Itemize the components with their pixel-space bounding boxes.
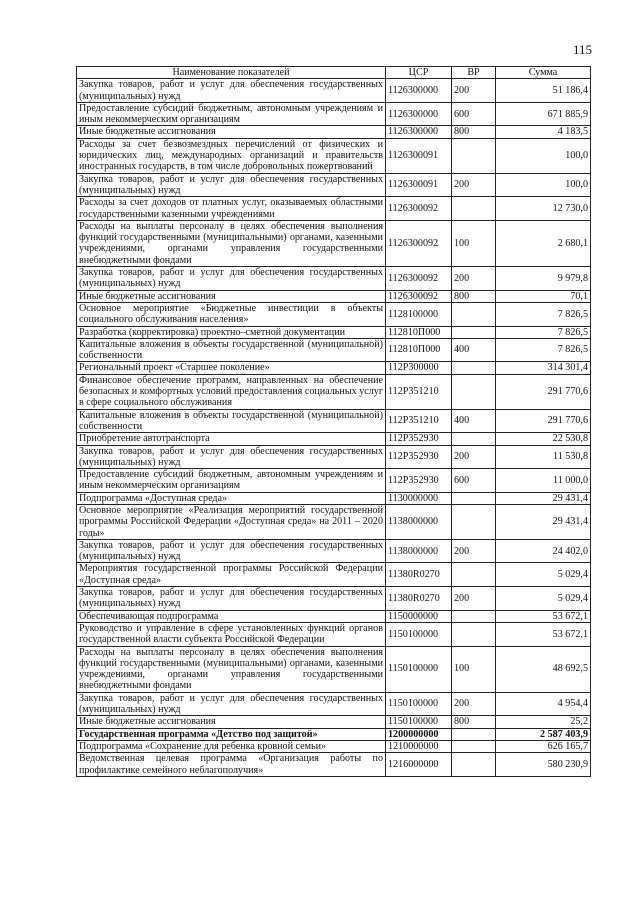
row-vr: 800 <box>452 716 496 728</box>
row-vr <box>452 302 496 326</box>
row-csr: 1150000000 <box>386 610 452 622</box>
row-sum: 70,1 <box>496 290 591 302</box>
table-row <box>77 102 591 126</box>
row-sum: 53 672,1 <box>496 622 591 646</box>
row-csr: 112P351210 <box>386 374 452 409</box>
row-vr: 100 <box>452 646 496 692</box>
row-sum: 22 530,8 <box>496 433 591 445</box>
table-row <box>77 197 591 221</box>
row-csr: 11380R0270 <box>386 587 452 611</box>
row-sum: 12 730,0 <box>496 197 591 221</box>
row-name: Иные бюджетные ассигнования <box>77 716 386 728</box>
row-vr: 100 <box>452 220 496 266</box>
row-vr: 600 <box>452 102 496 126</box>
row-vr: 200 <box>452 587 496 611</box>
row-vr: 200 <box>452 79 496 103</box>
header-name: Наименование показателей <box>77 67 386 79</box>
row-sum: 100,0 <box>496 138 591 173</box>
row-vr <box>452 492 496 504</box>
row-name: Закупка товаров, работ и услуг для обеспечения государственных (муниципальных) нужд <box>77 445 386 469</box>
row-name: Расходы за счет безвозмездных перечислений от физических и юридических лиц, международных организаций и правительств иностранных государств, в том числе добровольных пожертвований <box>77 138 386 173</box>
row-csr: 112P352930 <box>386 433 452 445</box>
row-vr: 200 <box>452 267 496 291</box>
row-name: Разработка (корректировка) проектно–сметной документации <box>77 326 386 338</box>
row-vr: 400 <box>452 338 496 362</box>
row-name: Основное мероприятие «Реализация мероприятий государственной программы Российской Федерации «Доступная среда» на 2011 – 2020 годы» <box>77 504 386 539</box>
row-sum: 5 029,4 <box>496 587 591 611</box>
row-sum: 48 692,5 <box>496 646 591 692</box>
row-csr: 1126300092 <box>386 197 452 221</box>
row-sum: 11 000,0 <box>496 469 591 493</box>
row-sum: 7 826,5 <box>496 338 591 362</box>
row-name: Закупка товаров, работ и услуг для обеспечения государственных (муниципальных) нужд <box>77 692 386 716</box>
row-sum: 4 954,4 <box>496 692 591 716</box>
header-vr: ВР <box>452 67 496 79</box>
row-csr: 1126300091 <box>386 173 452 197</box>
row-vr <box>452 563 496 587</box>
row-vr <box>452 740 496 752</box>
row-vr: 600 <box>452 469 496 493</box>
row-vr <box>452 753 496 777</box>
row-name: Капитальные вложения в объекты государственной (муниципальной) собственности <box>77 409 386 433</box>
table-row <box>77 587 591 611</box>
row-csr: 1126300092 <box>386 267 452 291</box>
table-row <box>77 326 591 338</box>
row-csr: 1150100000 <box>386 646 452 692</box>
table-row <box>77 469 591 493</box>
row-sum: 4 183,5 <box>496 126 591 138</box>
header-sum: Сумма <box>496 67 591 79</box>
row-name: Закупка товаров, работ и услуг для обеспечения государственных (муниципальных) нужд <box>77 539 386 563</box>
row-csr: 112P352930 <box>386 469 452 493</box>
table-header-row <box>77 67 591 79</box>
row-name: Мероприятия государственной программы Российской Федерации «Доступная среда» <box>77 563 386 587</box>
row-name: Расходы на выплаты персоналу в целях обеспечения выполнения функций государственными (муниципальными) органами, казенными учреждениями, органами управления государственными внебюджетными фондами <box>77 646 386 692</box>
row-sum: 51 186,4 <box>496 79 591 103</box>
row-vr <box>452 362 496 374</box>
row-vr <box>452 728 496 740</box>
row-csr: 112P352930 <box>386 445 452 469</box>
row-sum: 5 029,4 <box>496 563 591 587</box>
row-csr: 11380R0270 <box>386 563 452 587</box>
row-sum: 291 770,6 <box>496 374 591 409</box>
row-sum: 671 885,9 <box>496 102 591 126</box>
row-sum: 25,2 <box>496 716 591 728</box>
row-csr: 1210000000 <box>386 740 452 752</box>
table-row <box>77 504 591 539</box>
table-row <box>77 740 591 752</box>
table-row <box>77 138 591 173</box>
row-vr <box>452 622 496 646</box>
row-name: Иные бюджетные ассигнования <box>77 290 386 302</box>
row-csr: 112P300000 <box>386 362 452 374</box>
row-csr: 1126300091 <box>386 138 452 173</box>
header-csr: ЦСР <box>386 67 452 79</box>
row-csr: 1130000000 <box>386 492 452 504</box>
table-row <box>77 79 591 103</box>
row-csr: 1216000000 <box>386 753 452 777</box>
table-row <box>77 302 591 326</box>
row-csr: 1126300000 <box>386 102 452 126</box>
table-row <box>77 433 591 445</box>
row-sum: 580 230,9 <box>496 753 591 777</box>
row-name: Предоставление субсидий бюджетным, автономным учреждениям и иным некоммерческим организациям <box>77 102 386 126</box>
row-vr: 200 <box>452 173 496 197</box>
table-row <box>77 338 591 362</box>
row-vr <box>452 610 496 622</box>
table-row <box>77 622 591 646</box>
row-csr: 1126300000 <box>386 79 452 103</box>
row-csr: 112P351210 <box>386 409 452 433</box>
table-row <box>77 290 591 302</box>
row-vr <box>452 374 496 409</box>
table-row <box>77 692 591 716</box>
table-row <box>77 374 591 409</box>
row-sum: 11 530,8 <box>496 445 591 469</box>
table-row <box>77 646 591 692</box>
table-row <box>77 409 591 433</box>
row-vr: 400 <box>452 409 496 433</box>
table-row <box>77 753 591 777</box>
row-vr <box>452 326 496 338</box>
row-name: Приобретение автотранспорта <box>77 433 386 445</box>
row-csr: 112810П000 <box>386 338 452 362</box>
row-name: Финансовое обеспечение программ, направленных на обеспечение безопасных и комфортных условий предоставления социальных услуг в сфере социального обслуживания <box>77 374 386 409</box>
row-sum: 291 770,6 <box>496 409 591 433</box>
table-row <box>77 610 591 622</box>
row-csr: 1150100000 <box>386 692 452 716</box>
row-name: Подпрограмма «Доступная среда» <box>77 492 386 504</box>
row-sum: 7 826,5 <box>496 302 591 326</box>
row-vr <box>452 138 496 173</box>
row-sum: 9 979,8 <box>496 267 591 291</box>
table-row <box>77 728 591 740</box>
row-name: Подпрограмма «Сохранение для ребенка кровной семьи» <box>77 740 386 752</box>
row-csr: 1126300092 <box>386 220 452 266</box>
row-csr: 1150100000 <box>386 622 452 646</box>
row-name: Обеспечивающая подпрограмма <box>77 610 386 622</box>
row-name: Государственная программа «Детство под защитой» <box>77 728 386 740</box>
row-name: Региональный проект «Старшее поколение» <box>77 362 386 374</box>
row-sum: 626 165,7 <box>496 740 591 752</box>
row-csr: 1126300092 <box>386 290 452 302</box>
row-name: Закупка товаров, работ и услуг для обеспечения государственных (муниципальных) нужд <box>77 79 386 103</box>
table-row <box>77 220 591 266</box>
row-name: Предоставление субсидий бюджетным, автономным учреждениям и иным некоммерческим организациям <box>77 469 386 493</box>
row-csr: 112810П000 <box>386 326 452 338</box>
row-name: Закупка товаров, работ и услуг для обеспечения государственных (муниципальных) нужд <box>77 587 386 611</box>
row-sum: 100,0 <box>496 173 591 197</box>
row-name: Основное мероприятие «Бюджетные инвестиции в объекты социального обслуживания населения» <box>77 302 386 326</box>
row-sum: 29 431,4 <box>496 492 591 504</box>
row-csr: 1138000000 <box>386 504 452 539</box>
row-sum: 2 587 403,9 <box>496 728 591 740</box>
page-number: 115 <box>572 42 592 57</box>
row-name: Иные бюджетные ассигнования <box>77 126 386 138</box>
row-name: Закупка товаров, работ и услуг для обеспечения государственных (муниципальных) нужд <box>77 173 386 197</box>
row-vr: 800 <box>452 290 496 302</box>
table-row <box>77 539 591 563</box>
table-row <box>77 492 591 504</box>
row-sum: 29 431,4 <box>496 504 591 539</box>
table-row <box>77 362 591 374</box>
table-row <box>77 563 591 587</box>
row-name: Капитальные вложения в объекты государственной (муниципальной) собственности <box>77 338 386 362</box>
row-vr <box>452 433 496 445</box>
row-name: Расходы на выплаты персоналу в целях обеспечения выполнения функций государственными (муниципальными) органами, казенными учреждениями, органами управления государственными внебюджетными фондами <box>77 220 386 266</box>
row-name: Руководство и управление в сфере установленных функций органов государственной власти субъекта Российской Федерации <box>77 622 386 646</box>
row-sum: 53 672,1 <box>496 610 591 622</box>
row-vr <box>452 504 496 539</box>
budget-table <box>76 66 591 777</box>
row-name: Закупка товаров, работ и услуг для обеспечения государственных (муниципальных) нужд <box>77 267 386 291</box>
row-csr: 1150100000 <box>386 716 452 728</box>
row-csr: 1200000000 <box>386 728 452 740</box>
table-row <box>77 173 591 197</box>
row-vr: 800 <box>452 126 496 138</box>
row-vr <box>452 197 496 221</box>
row-sum: 24 402,0 <box>496 539 591 563</box>
row-csr: 1138000000 <box>386 539 452 563</box>
table-row <box>77 445 591 469</box>
row-sum: 314 301,4 <box>496 362 591 374</box>
row-csr: 1128100000 <box>386 302 452 326</box>
table-row <box>77 267 591 291</box>
row-name: Ведомственная целевая программа «Организация работы по профилактике семейного неблагополучия» <box>77 753 386 777</box>
row-sum: 7 826,5 <box>496 326 591 338</box>
row-vr: 200 <box>452 445 496 469</box>
row-sum: 2 680,1 <box>496 220 591 266</box>
row-vr: 200 <box>452 692 496 716</box>
row-vr: 200 <box>452 539 496 563</box>
row-name: Расходы за счет доходов от платных услуг, оказываемых областными государственными казенными учреждениями <box>77 197 386 221</box>
table-row <box>77 126 591 138</box>
row-csr: 1126300000 <box>386 126 452 138</box>
table-row <box>77 716 591 728</box>
